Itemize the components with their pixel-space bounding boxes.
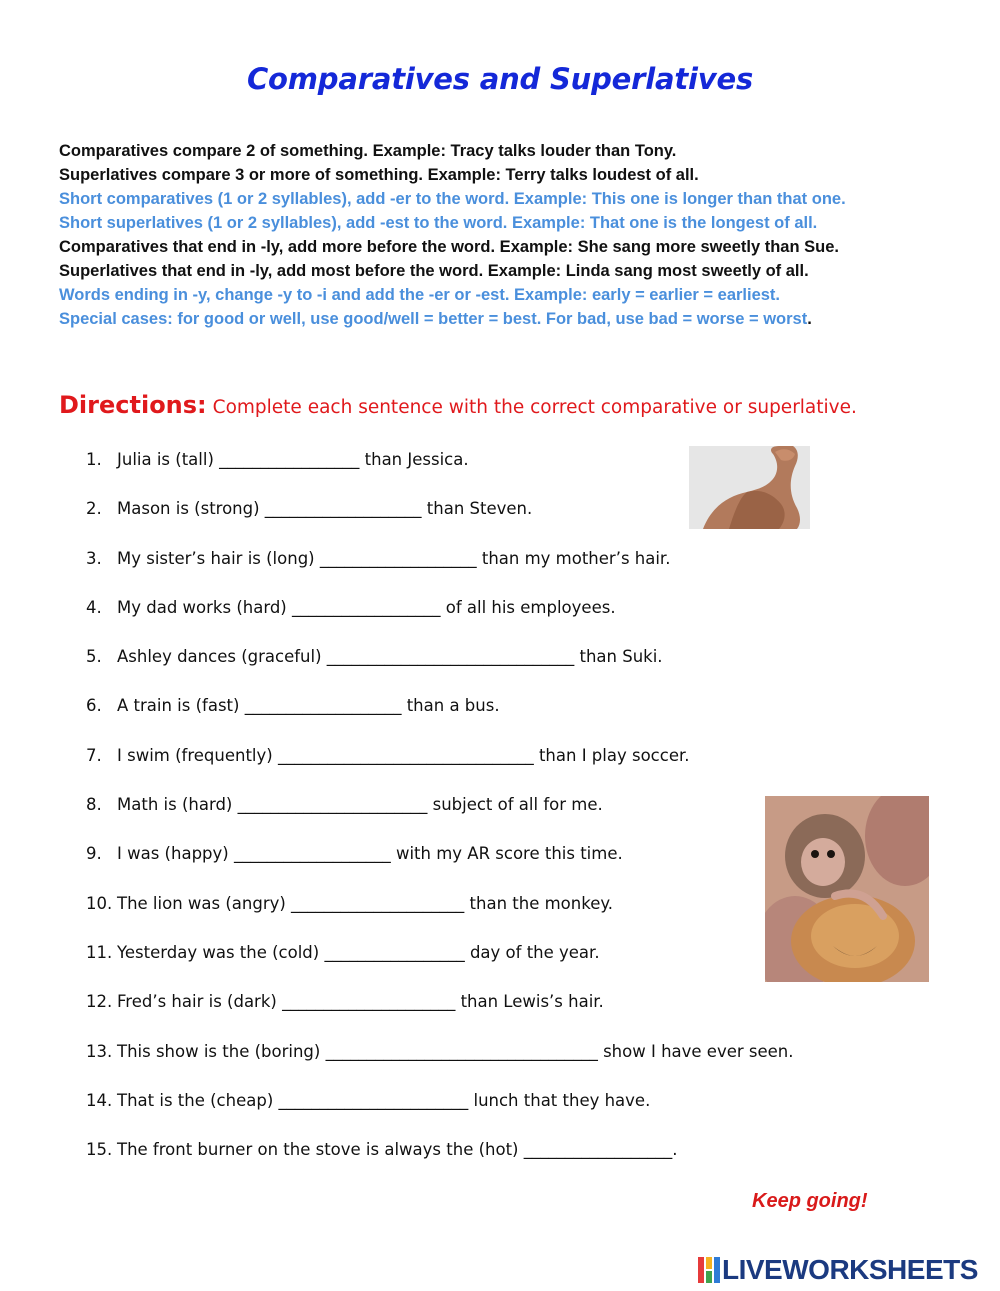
exercise-sentence[interactable]: The lion was (angry) _____________________ than the monkey. [117, 893, 614, 913]
exercise-sentence[interactable]: Fred’s hair is (dark) _____________________ than Lewis’s hair. [117, 992, 604, 1012]
exercise-item-8: 8. Math is (hard) _______________________ subject of all for me. [86, 795, 603, 815]
liveworksheets-mark-icon [698, 1257, 720, 1283]
exercise-item-11: 11. Yesterday was the (cold) _________________ day of the year. [86, 942, 600, 962]
exercise-sentence[interactable]: Math is (hard) _______________________ subject of all for me. [117, 795, 603, 815]
exercise-sentence[interactable]: Julia is (tall) _________________ than Jessica. [117, 450, 469, 469]
exercise-item-12: 12. Fred’s hair is (dark) _____________________ than Lewis’s hair. [86, 992, 604, 1012]
rule-3: Short comparatives (1 or 2 syllables), add -er to the word. Example: This one is longer than that one. [59, 190, 846, 208]
exercise-sentence[interactable]: Ashley dances (graceful) ______________________________ than Suki. [117, 647, 663, 667]
exercise-sentence[interactable]: My dad works (hard) __________________ of all his employees. [117, 597, 616, 617]
keep-going-note: Keep going! [752, 1190, 868, 1212]
rules-list [59, 141, 846, 333]
flexed-arm-illustration [689, 446, 810, 529]
rule-2: Superlatives compare 3 or more of something. Example: Terry talks loudest of all. [59, 166, 699, 184]
liveworksheets-brand: LIVEWORKSHEETS [722, 1254, 978, 1285]
rule-8: Special cases: for good or well, use good/well = better = best. For bad, use bad = worse = worst. [59, 310, 812, 328]
exercise-item-6: 6. A train is (fast) ___________________ than a bus. [86, 696, 500, 716]
exercise-item-10: 10. The lion was (angry) _____________________ than the monkey. [86, 893, 614, 913]
exercise-item-2: 2. Mason is (strong) ___________________ than Steven. [86, 499, 533, 519]
exercise-item-14: 14. That is the (cheap) _______________________ lunch that they have. [86, 1090, 651, 1110]
exercise-item-13: 13. This show is the (boring) _________________________________ show I have ever seen. [86, 1041, 794, 1061]
exercise-sentence[interactable]: I swim (frequently) _______________________________ than I play soccer. [117, 745, 690, 765]
monkey-lion-illustration [765, 796, 929, 982]
exercise-item-15: 15. The front burner on the stove is always the (hot) __________________. [86, 1140, 678, 1160]
exercise-sentence[interactable]: I was (happy) ___________________ with my AR score this time. [117, 844, 623, 864]
rule-1: Comparatives compare 2 of something. Example: Tracy talks louder than Tony. [59, 142, 677, 160]
exercise-item-7: 7. I swim (frequently) _______________________________ than I play soccer. [86, 745, 690, 765]
page-title: Comparatives and Superlatives [246, 62, 754, 96]
monkey-and-lion-cub-image [765, 796, 929, 982]
flexed-arm-image [689, 446, 810, 529]
exercise-sentence[interactable]: This show is the (boring) _________________________________ show I have ever seen. [117, 1041, 794, 1061]
exercise-sentence[interactable]: The front burner on the stove is always the (hot) __________________. [117, 1140, 678, 1160]
rule-4: Short superlatives (1 or 2 syllables), add -est to the word. Example: That one is the longest of all. [59, 214, 818, 232]
exercise-list [86, 448, 794, 1187]
exercise-sentence[interactable]: My sister’s hair is (long) ___________________ than my mother’s hair. [117, 548, 671, 568]
liveworksheets-logo [698, 1254, 978, 1286]
exercise-sentence[interactable]: Yesterday was the (cold) _________________ day of the year. [117, 942, 600, 962]
exercise-sentence[interactable]: A train is (fast) ___________________ than a bus. [117, 696, 500, 716]
exercise-item-5: 5. Ashley dances (graceful) ______________________________ than Suki. [86, 647, 663, 667]
exercise-item-9: 9. I was (happy) ___________________ with my AR score this time. [86, 844, 623, 864]
rule-6: Superlatives that end in -ly, add most before the word. Example: Linda sang most sweetly of all. [59, 262, 809, 280]
exercise-item-3: 3. My sister’s hair is (long) ___________________ than my mother’s hair. [86, 548, 671, 568]
exercise-sentence[interactable]: Mason is (strong) ___________________ than Steven. [117, 499, 533, 519]
directions [59, 391, 857, 419]
exercise-item-1: 1. Julia is (tall) _________________ than Jessica. [86, 450, 469, 469]
rule-7: Words ending in -y, change -y to -i and add the -er or -est. Example: early = earlier = earliest. [59, 286, 781, 304]
directions-text: Complete each sentence with the correct comparative or superlative. [212, 397, 857, 418]
exercise-sentence[interactable]: That is the (cheap) _______________________ lunch that they have. [117, 1090, 651, 1110]
directions-label: Directions: [59, 391, 207, 419]
rule-5: Comparatives that end in -ly, add more before the word. Example: She sang more sweetly than Sue. [59, 238, 839, 256]
exercise-item-4: 4. My dad works (hard) __________________ of all his employees. [86, 597, 616, 617]
